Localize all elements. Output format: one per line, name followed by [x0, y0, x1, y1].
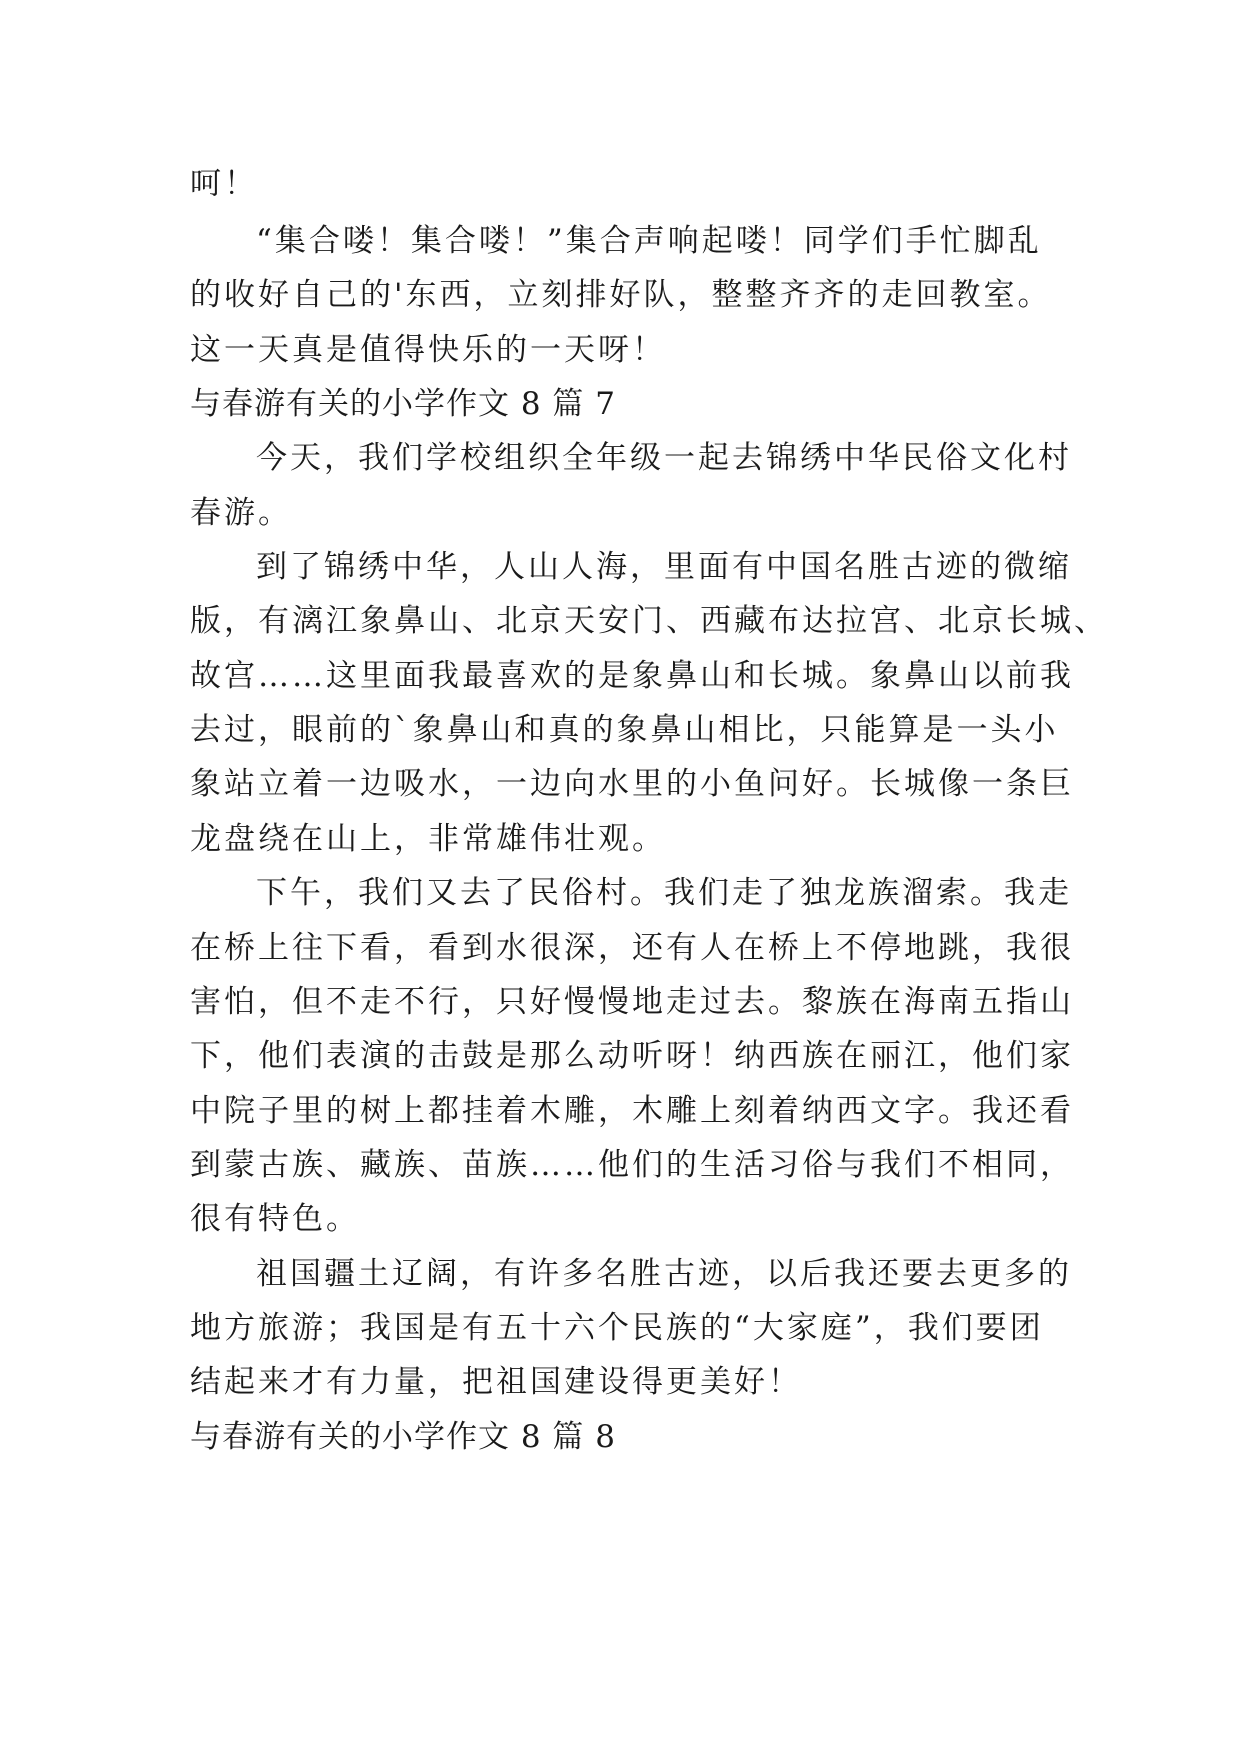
text-line: 去过，眼前的`象鼻山和真的象鼻山相比，只能算是一头小	[190, 712, 1059, 748]
text-line: 在桥上往下看，看到水很深，还有人在桥上不停地跳，我很	[190, 930, 1074, 966]
text-line: 故宫……这里面我最喜欢的是象鼻山和长城。象鼻山以前我	[190, 658, 1074, 694]
paragraph-start-line: 下午，我们又去了民俗村。我们走了独龙族溜索。我走	[256, 875, 1072, 911]
text-line: 呵！	[190, 166, 258, 202]
text-line: 很有特色。	[190, 1201, 360, 1237]
text-line: 春游。	[190, 495, 292, 531]
text-line: 害怕，但不走不行，只好慢慢地走过去。黎族在海南五指山	[190, 984, 1074, 1020]
text-line: 象站立着一边吸水，一边向水里的小鱼问好。长城像一条巨	[190, 766, 1074, 802]
text-line: 这一天真是值得快乐的一天呀！	[190, 332, 666, 368]
text-line: 到蒙古族、藏族、苗族……他们的生活习俗与我们不相同，	[190, 1147, 1074, 1183]
paragraph-start-line: 祖国疆土辽阔，有许多名胜古迹，以后我还要去更多的	[256, 1256, 1072, 1292]
paragraph-start-line: “集合喽！集合喽！”集合声响起喽！同学们手忙脚乱	[256, 223, 1042, 259]
text-line: 结起来才有力量，把祖国建设得更美好！	[190, 1364, 802, 1400]
section-heading-8: 与春游有关的小学作文 8 篇 8	[190, 1419, 617, 1455]
text-line: 地方旅游；我国是有五十六个民族的“大家庭”，我们要团	[190, 1310, 1044, 1346]
text-line: 版，有漓江象鼻山、北京天安门、西藏布达拉宫、北京长城、	[190, 603, 1108, 639]
text-line: 下，他们表演的击鼓是那么动听呀！纳西族在丽江，他们家	[190, 1038, 1074, 1074]
text-line: 的收好自己的'东西，立刻排好队，整整齐齐的走回教室。	[190, 277, 1052, 313]
text-line: 中院子里的树上都挂着木雕，木雕上刻着纳西文字。我还看	[190, 1093, 1074, 1129]
text-line: 龙盘绕在山上，非常雄伟壮观。	[190, 821, 666, 857]
paragraph-start-line: 今天，我们学校组织全年级一起去锦绣中华民俗文化村	[256, 440, 1072, 476]
section-heading-7: 与春游有关的小学作文 8 篇 7	[190, 386, 617, 422]
paragraph-start-line: 到了锦绣中华，人山人海，里面有中国名胜古迹的微缩	[256, 549, 1072, 585]
